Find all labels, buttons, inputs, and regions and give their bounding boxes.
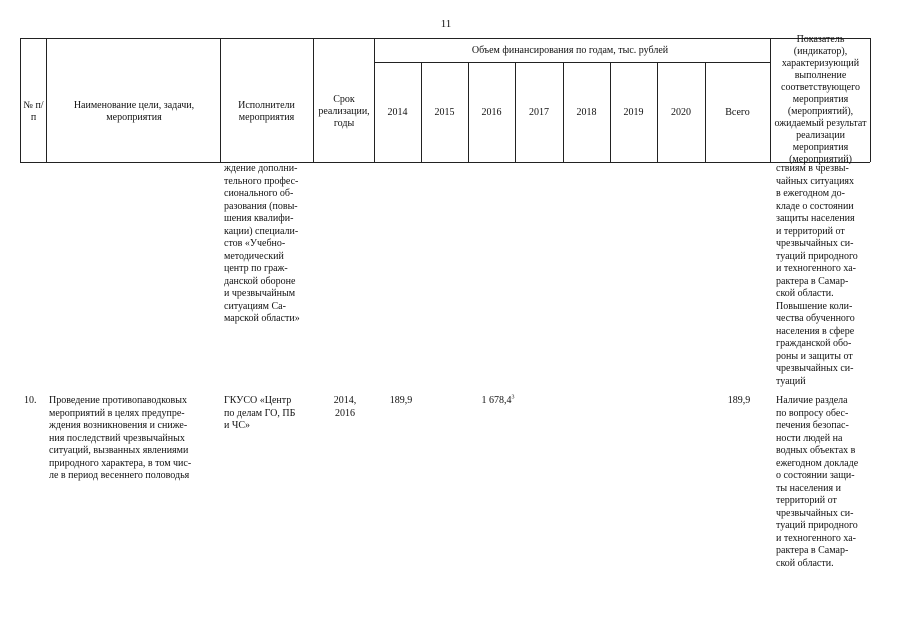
indicator-text-line: Повышение коли-	[776, 300, 853, 312]
header-year: 2016	[481, 106, 502, 118]
header-year: 2019	[623, 106, 644, 118]
indicator-text-line: ты населения и	[776, 482, 841, 494]
cont-indicator-cell	[776, 163, 868, 388]
header-year: 2015	[434, 106, 455, 118]
indicator-text-line: печения безопас-	[776, 420, 849, 431]
footnote-marker: 3	[511, 394, 515, 401]
indicator-text-line: чрезвычайных си-	[776, 507, 854, 519]
executor-text-line: стов «Учебно-	[224, 238, 286, 249]
name-text-line: ния последствий чрезвычайных	[49, 432, 185, 444]
row10-indicator-cell	[776, 395, 868, 570]
name-text-line: ле в период весеннего половодья	[49, 470, 190, 481]
header-num: № п/п	[23, 100, 44, 123]
indicator-text-line: рактера в Самар-	[776, 275, 849, 287]
indicator-text-line: Наличие раздела	[776, 395, 848, 406]
indicator-text-line: о состоянии защи-	[776, 470, 855, 481]
indicator-text-line: чрезвычайных си-	[776, 363, 854, 374]
header-year: 2014	[387, 106, 408, 118]
page-number: 11	[440, 18, 452, 30]
row10-value-2016-text: 1 678,4	[481, 395, 512, 406]
indicator-text-line: водных объектах в	[776, 445, 856, 456]
row10-executor-cell	[224, 395, 310, 433]
header-year: 2017	[529, 106, 549, 118]
indicator-text-line: туаций природного	[776, 520, 858, 531]
indicator-text-line: гражданской обо-	[776, 338, 852, 349]
executor-text-line: марской области»	[224, 313, 300, 324]
executor-text-line: методический	[224, 250, 284, 262]
executor-text-line: разования (повы-	[224, 200, 298, 212]
executor-text-line: ждение дополни-	[224, 163, 298, 174]
indicator-text-line: чайных ситуациях	[776, 175, 855, 187]
executor-text-line: ситуациям Са-	[224, 300, 286, 312]
name-text-line: мероприятий в целях предупре-	[49, 407, 185, 419]
indicator-text-line: и территорий от	[776, 225, 845, 237]
header-term: Срок реализации, годы	[318, 94, 370, 129]
name-text-line: Проведение противопаводковых	[49, 395, 187, 406]
indicator-text-line: и техногенного ха-	[776, 532, 856, 544]
row10-num: 10.	[24, 395, 37, 406]
indicator-text-line: ской области.	[776, 288, 834, 299]
row10-value-2016	[474, 395, 522, 408]
header-indicator: Показатель (индикатор), характеризующий выполнение соответствующего мероприятия (мероприятий), ожидаемый результат реализации мероприятия (мероприятий)	[774, 34, 867, 165]
indicator-text-line: чества обученного	[776, 313, 855, 324]
indicator-text-line: туаций природного	[776, 250, 858, 262]
indicator-text-line: роны и защиты от	[776, 350, 853, 362]
row10-term-cell	[330, 395, 360, 420]
executor-text-line: центр по граж-	[224, 263, 288, 274]
header-name: Наименование цели, задачи, мероприятия	[73, 100, 195, 123]
executor-text-line: кации) специали-	[224, 225, 299, 237]
header-year: 2020	[671, 106, 691, 118]
indicator-text-line: ской области.	[776, 557, 834, 569]
indicator-text-line: кладе о состоянии	[776, 200, 854, 212]
executor-text-line: шения квалифи-	[224, 213, 294, 224]
indicator-text-line: в ежегодном до-	[776, 188, 845, 199]
executor-text-line: и ЧС»	[224, 420, 251, 431]
header-year: 2018	[576, 106, 597, 118]
header-executors: Исполнители мероприятия	[238, 100, 295, 123]
term-text-line: 2014,	[333, 395, 357, 406]
executor-text-line: и чрезвычайным	[224, 288, 296, 299]
cont-executor-cell	[224, 163, 310, 326]
executor-text-line: данской обороне	[224, 275, 296, 287]
header-financing: Объем финансирования по годам, тыс. рублей	[471, 44, 669, 56]
indicator-text-line: территорий от	[776, 495, 837, 506]
indicator-text-line: туаций	[776, 375, 806, 387]
executor-text-line: сионального об-	[224, 188, 294, 199]
indicator-text-line: населения в сфере	[776, 325, 855, 337]
executor-text-line: тельного профес-	[224, 175, 299, 187]
indicator-text-line: ствиям в чрезвы-	[776, 163, 849, 174]
indicator-text-line: ежегодном докладе	[776, 457, 859, 469]
name-text-line: ждения возникновения и сниже-	[49, 420, 188, 431]
term-text-line: 2016	[335, 407, 355, 419]
executor-text-line: ГКУСО «Центр	[224, 395, 292, 406]
header-total: Всего	[725, 106, 750, 118]
indicator-text-line: рактера в Самар-	[776, 545, 849, 556]
indicator-text-line: чрезвычайных си-	[776, 238, 854, 249]
indicator-text-line: и техногенного ха-	[776, 263, 856, 274]
executor-text-line: по делам ГО, ПБ	[224, 407, 296, 419]
row10-name-cell	[49, 395, 219, 483]
indicator-text-line: по вопросу обес-	[776, 407, 849, 419]
indicator-text-line: ности людей на	[776, 432, 843, 444]
row10-value-2014: 189,9	[389, 395, 413, 406]
name-text-line: ситуаций, вызванных явлениями	[49, 445, 189, 456]
indicator-text-line: защиты населения	[776, 213, 855, 224]
row10-total: 189,9	[727, 395, 751, 406]
name-text-line: природного характера, в том чис-	[49, 457, 192, 469]
